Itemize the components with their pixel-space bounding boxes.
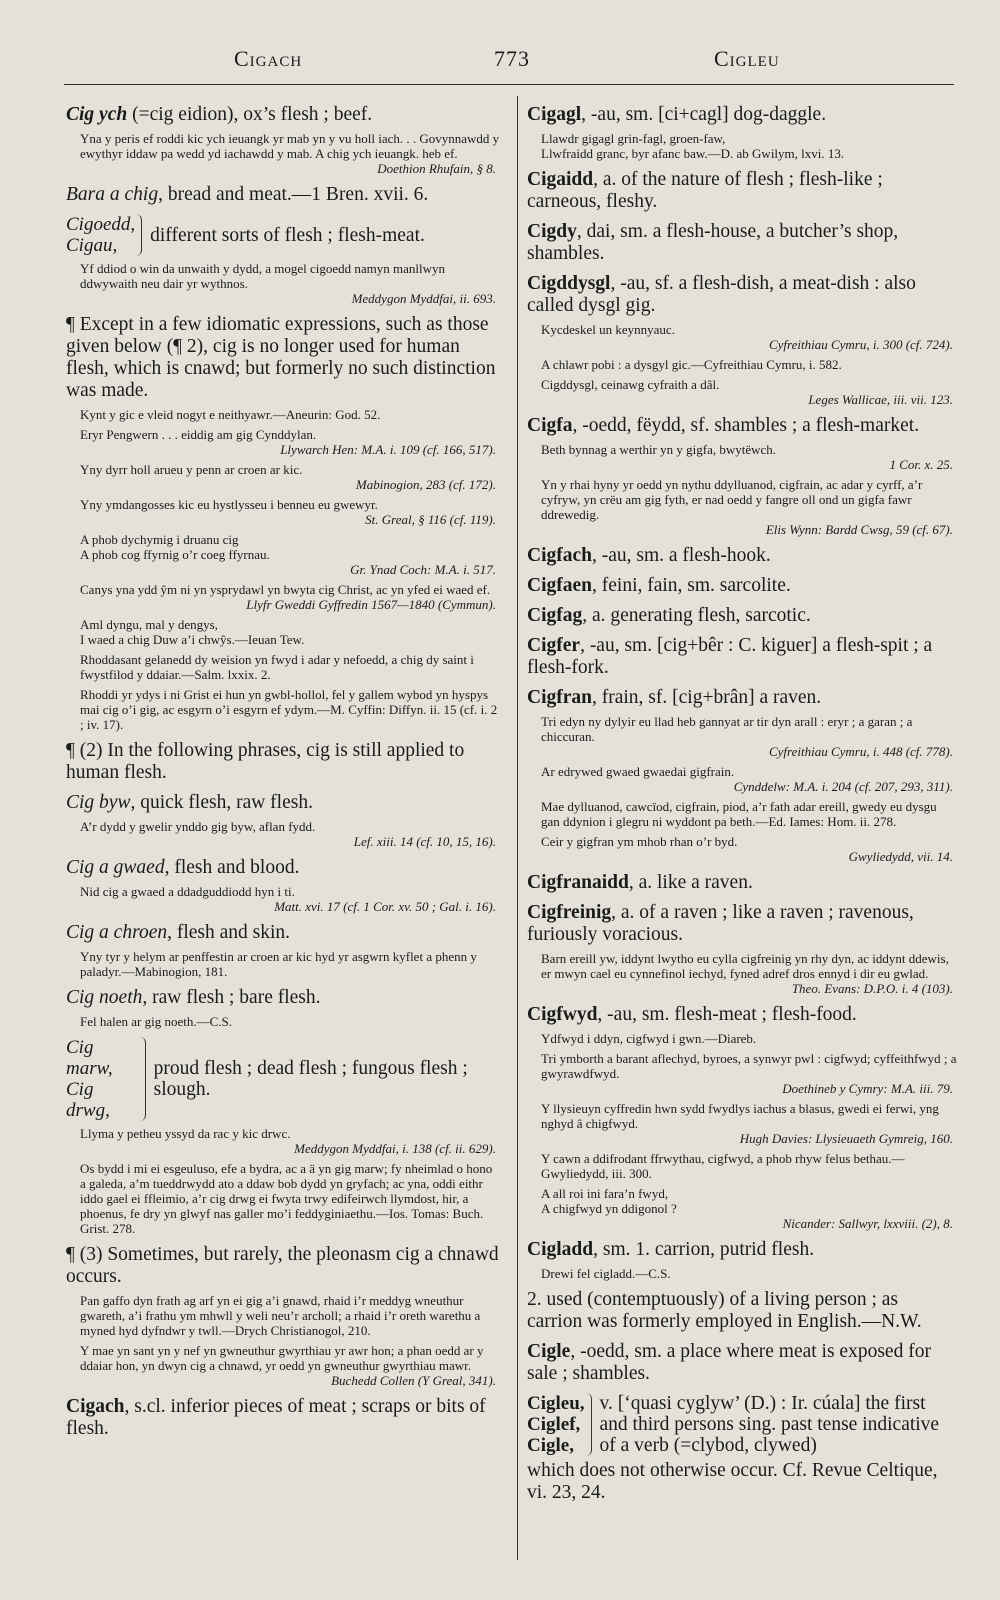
header-right-word: Cigleu — [714, 46, 780, 71]
column-divider — [517, 96, 518, 1560]
header-rule — [64, 84, 954, 85]
entry-cigach: Cigach, s.cl. inferior pieces of meat ; scraps or bits of flesh. — [66, 1396, 486, 1439]
entry-cigfreinig: Cigfreinig, a. of a raven ; like a raven ; ravenous, furiously voracious. — [527, 902, 914, 945]
quotation: A phob dychymig i druanu cig A phob cog ffyrnig o’r coeg ffyrnau. Gr. Ynad Coch: M.A. i. 517. — [80, 532, 496, 577]
quotation: Os bydd i mi ei esgeuluso, efe a bydra, ac a ä yn gig marw; fy nheimlad o hono a galeda, a’m tueddrwydd ato a ddaw bob dydd yn gryfach; ac yna, oddi eithr iddo gael ei ffleimio, a’r cig drwg ei fwyta trwy edifeirwch llymdost, hir, a phoenus, fe dry yn glwyf nas galler mo’i feddyginiaethu.—Ios. Tomas: Buch. Grist. 278. — [80, 1161, 493, 1236]
entry-cigagl: Cigagl, -au, sm. [ci+cagl] dog-daggle. — [527, 104, 827, 125]
quotation: Cigddysgl, ceinawg cyfraith a dâl. Leges Wallicae, iii. vii. 123. — [541, 377, 953, 407]
quotation: Barn ereill yw, iddynt lwytho eu cylla cigfreinig yn rhy dyn, ac iddynt ddewis, er mwyn cael eu cynnefinol iechyd, fyned adref dros ennyd i dir eu gwlad. Theo. Evans: D.P.O. i. 4 (103). — [541, 951, 953, 996]
quotation: Drewi fel cigladd.—C.S. — [541, 1266, 671, 1281]
quotation: A chlawr pobi : a dysgyl gic.—Cyfreithiau Cymru, i. 582. — [541, 357, 842, 372]
quotation: Yny dyrr holl arueu y penn ar croen ar kic. Mabinogion, 283 (cf. 172). — [80, 462, 496, 492]
quotation: Mae dylluanod, cawcïod, cigfrain, piod, a’r fath adar ereill, gwedy eu dysgu gan ddynion i glegru ni wyddont pa beth.—Ed. Iames: Hom. ii. 278. — [541, 799, 937, 829]
quotation: Yna y peris ef roddi kic ych ieuangk yr mab yn y vu holl iach. . . Govynnawdd y ewythyr iddaw pa wedd yd iachawdd y mab. A chig ych ieuangk. heb ef. Doethion Rhufain, § 8. — [80, 131, 500, 176]
quotation: Beth bynnag a werthir yn y gigfa, bwytëwch. 1 Cor. x. 25. — [541, 442, 953, 472]
running-head — [64, 46, 952, 80]
entry-cigfag: Cigfag, a. generating flesh, sarcotic. — [527, 605, 811, 626]
quotation: Y llysieuyn cyffredin hwn sydd fwydlys iachus a blasus, gwedi ei ferwi, yng nghyd â chigfwyd. Hugh Davies: Llysieuaeth Gymreig, 160. — [541, 1101, 953, 1146]
entry-cigddysgl: Cigddysgl, -au, sf. a flesh-dish, a meat-dish : also called dysgl gig. — [527, 273, 916, 316]
quotation: Ydfwyd i ddyn, cigfwyd i gwn.—Diareb. — [541, 1031, 757, 1046]
quotation: Yny tyr y helym ar penffestin ar croen ar kic hyd yr asgwrn kyflet a phenn y paladyr.—Mabinogion, 181. — [80, 949, 477, 979]
entry-cigdy: Cigdy, dai, sm. a flesh-house, a butcher’s shop, shambles. — [527, 221, 899, 264]
quotation: Yny ymdangosses kic eu hystlysseu i benneu eu gwewyr. St. Greal, § 116 (cf. 119). — [80, 497, 496, 527]
usage-note: ¶ (3) Sometimes, but rarely, the pleonasm cig a chnawd occurs. — [66, 1244, 499, 1287]
entry-cigleu: Cigleu, Ciglef, Cigle, v. [‘quasi cyglyw’ (D.) : Ir. cúala] the first and third persons sing. past tense indicative of a verb (=clybod, clywed) — [527, 1393, 940, 1456]
entry-cigfaen: Cigfaen, feini, fain, sm. sarcolite. — [527, 575, 791, 596]
usage-note: ¶ Except in a few idiomatic expressions, such as those given below (¶ 2), cig is no longer used for human flesh, which is cnawd; but formerly no such distinction was made. — [66, 314, 496, 401]
entry-cig-marw: Cig marw, Cig drwg, proud flesh ; dead flesh ; fungous flesh ; slough. — [66, 1037, 468, 1121]
left-column — [66, 96, 500, 1443]
entry-cigfa: Cigfa, -oedd, fëydd, sf. shambles ; a flesh-market. — [527, 415, 920, 436]
quotation: A all roi ini fara’n fwyd, A chigfwyd yn ddigonol ? Nicander: Sallwyr, lxxviii. (2), 8. — [541, 1186, 953, 1231]
entry-cigle: Cigle, -oedd, sm. a place where meat is exposed for sale ; shambles. — [527, 1341, 931, 1384]
entry-cigoedd: Cigoedd, Cigau, different sorts of flesh ; flesh-meat. — [66, 214, 425, 256]
quotation: Llawdr gigagl grin-fagl, groen-faw, Llwfraidd granc, byr afanc baw.—D. ab Gwilym, lxvi. 13. — [541, 131, 845, 161]
quotation: Nid cig a gwaed a ddadguddiodd hyn i ti. Matt. xvi. 17 (cf. 1 Cor. xv. 50 ; Gal. i. 16). — [80, 884, 496, 914]
quotation: Fel halen ar gig noeth.—C.S. — [80, 1014, 233, 1029]
quotation: Yn y rhai hyny yr oedd yn nythu ddylluanod, cigfrain, ac adar y cyrff, a’r cyfryw, yn crëu am gig fyth, er nad oedd y fangre oll ond un gigfa fawr ddrewedig. Elis Wynn: Bardd Cwsg, 59 (cf. 67). — [541, 477, 953, 537]
quotation: Ar edrywed gwaed gwaedai gigfrain. Cynddelw: M.A. i. 204 (cf. 207, 293, 311). — [541, 764, 953, 794]
entry-cig-a-gwaed: Cig a gwaed, flesh and blood. — [66, 857, 300, 878]
entry-cig-byw: Cig byw, quick flesh, raw flesh. — [66, 792, 313, 813]
entry-cigladd: Cigladd, sm. 1. carrion, putrid flesh. — [527, 1239, 815, 1260]
quotation: Y cawn a ddifrodant ffrwythau, cigfwyd, a phob rhyw felus bethau.—Gwyliedydd, iii. 300. — [541, 1151, 905, 1181]
quotation: Canys yna ydd ŷm ni yn ysprydawl yn bwyta cig Christ, ac yn yfed ei waed ef. Llyfr Gweddi Gyffredin 1567—1840 (Cymmun). — [80, 582, 496, 612]
entry-cigfwyd: Cigfwyd, -au, sm. flesh-meat ; flesh-food. — [527, 1004, 857, 1025]
quotation: Y mae yn sant yn y nef yn gwneuthur gwyrthiau yr awr hon; a phan oedd ar y ddaiar hon, yn dwyn cig a chnawd, yr oedd yn gwneuthur gwyrthiau mawr. Buchedd Collen (Y Greal, 341). — [80, 1343, 496, 1388]
quotation: Rhoddasant gelanedd dy weision yn fwyd i adar y nefoedd, a chig dy saint i fwystfilod y ddaiar.—Salm. lxxix. 2. — [80, 652, 474, 682]
entry-cig-a-chroen: Cig a chroen, flesh and skin. — [66, 922, 291, 943]
quotation: Aml dyngu, mal y dengys, I waed a chig Duw a’i chwŷs.—Ieuan Tew. — [80, 617, 305, 647]
quotation: Tri ymborth a barant aflechyd, byroes, a synwyr pwl : cigfwyd; cyffeithfwyd ; a gwyrawdfwyd. Doethineb y Cymry: M.A. iii. 79. — [541, 1051, 957, 1096]
entry-cig-ych: Cig ych (=cig eidion), ox’s flesh ; beef. — [66, 104, 373, 125]
quotation: Eryr Pengwern . . . eiddig am gig Cynddylan. Llywarch Hen: M.A. i. 109 (cf. 166, 517). — [80, 427, 496, 457]
quotation: Rhoddi yr ydys i ni Grist ei hun yn gwbl-hollol, fel y gallem wybod yn hyspys mai cig o’i gig, ac esgyrn o’i esgyrn ef ydym.—M. Cyffin: Diffyn. ii. 15 (cf. i. 2 ; iv. 17). — [80, 687, 498, 732]
usage-note: ¶ (2) In the following phrases, cig is still applied to human flesh. — [66, 740, 465, 783]
entry-cigaidd: Cigaidd, a. of the nature of flesh ; flesh-like ; carneous, fleshy. — [527, 169, 883, 212]
quotation: Kycdeskel un keynnyauc. Cyfreithiau Cymru, i. 300 (cf. 724). — [541, 322, 953, 352]
header-left-word: Cigach — [234, 46, 303, 71]
entry-cigleu-continued: which does not otherwise occur. Cf. Revue Celtique, vi. 23, 24. — [527, 1460, 938, 1503]
quotation: Ceir y gigfran ym mhob rhan o’r byd. Gwyliedydd, vii. 14. — [541, 834, 953, 864]
entry-cig-noeth: Cig noeth, raw flesh ; bare flesh. — [66, 987, 321, 1008]
entry-cigfranaidd: Cigfranaidd, a. like a raven. — [527, 872, 753, 893]
entry-bara-a-chig: Bara a chig, bread and meat.—1 Bren. xvii. 6. — [66, 184, 429, 205]
entry-cigfach: Cigfach, -au, sm. a flesh-hook. — [527, 545, 771, 566]
quotation: A’r dydd y gwelir ynddo gig byw, aflan fydd. Lef. xiii. 14 (cf. 10, 15, 16). — [80, 819, 496, 849]
sense-2: 2. used (contemptuously) of a living person ; as carrion was formerly employed in English.—N.W. — [527, 1289, 922, 1332]
page-number: 773 — [494, 46, 530, 71]
quotation: Tri edyn ny dylyir eu llad heb gannyat ar tir dyn arall : eryr ; a garan ; a chiccuran. Cyfreithiau Cymru, i. 448 (cf. 778). — [541, 714, 953, 759]
entry-cigfran: Cigfran, frain, sf. [cig+brân] a raven. — [527, 687, 822, 708]
quotation: Yf ddiod o win da unwaith y dydd, a mogel cigoedd namyn manllwyn ddwywaith neu dair yr wythnos. Meddygon Myddfai, ii. 693. — [80, 261, 496, 306]
quotation: Llyma y petheu yssyd da rac y kic drwc. Meddygon Myddfai, i. 138 (cf. ii. 629). — [80, 1126, 496, 1156]
entry-cigfer: Cigfer, -au, sm. [cig+bêr : C. kiguer] a flesh-spit ; a flesh-fork. — [527, 635, 933, 678]
right-column — [527, 96, 957, 1508]
quotation: Kynt y gic e vleid nogyt e neithyawr.—Aneurin: God. 52. — [80, 407, 381, 422]
quotation: Pan gaffo dyn frath ag arf yn ei gig a’i gnawd, rhaid i’r meddyg wneuthur gwareth, a’i frathu ym mhwll y weli neu’r archoll; a rhaid i’r oreth warethu a myned hyd dyfndwr y twll.—Drych Christianogol, 210. — [80, 1293, 481, 1338]
